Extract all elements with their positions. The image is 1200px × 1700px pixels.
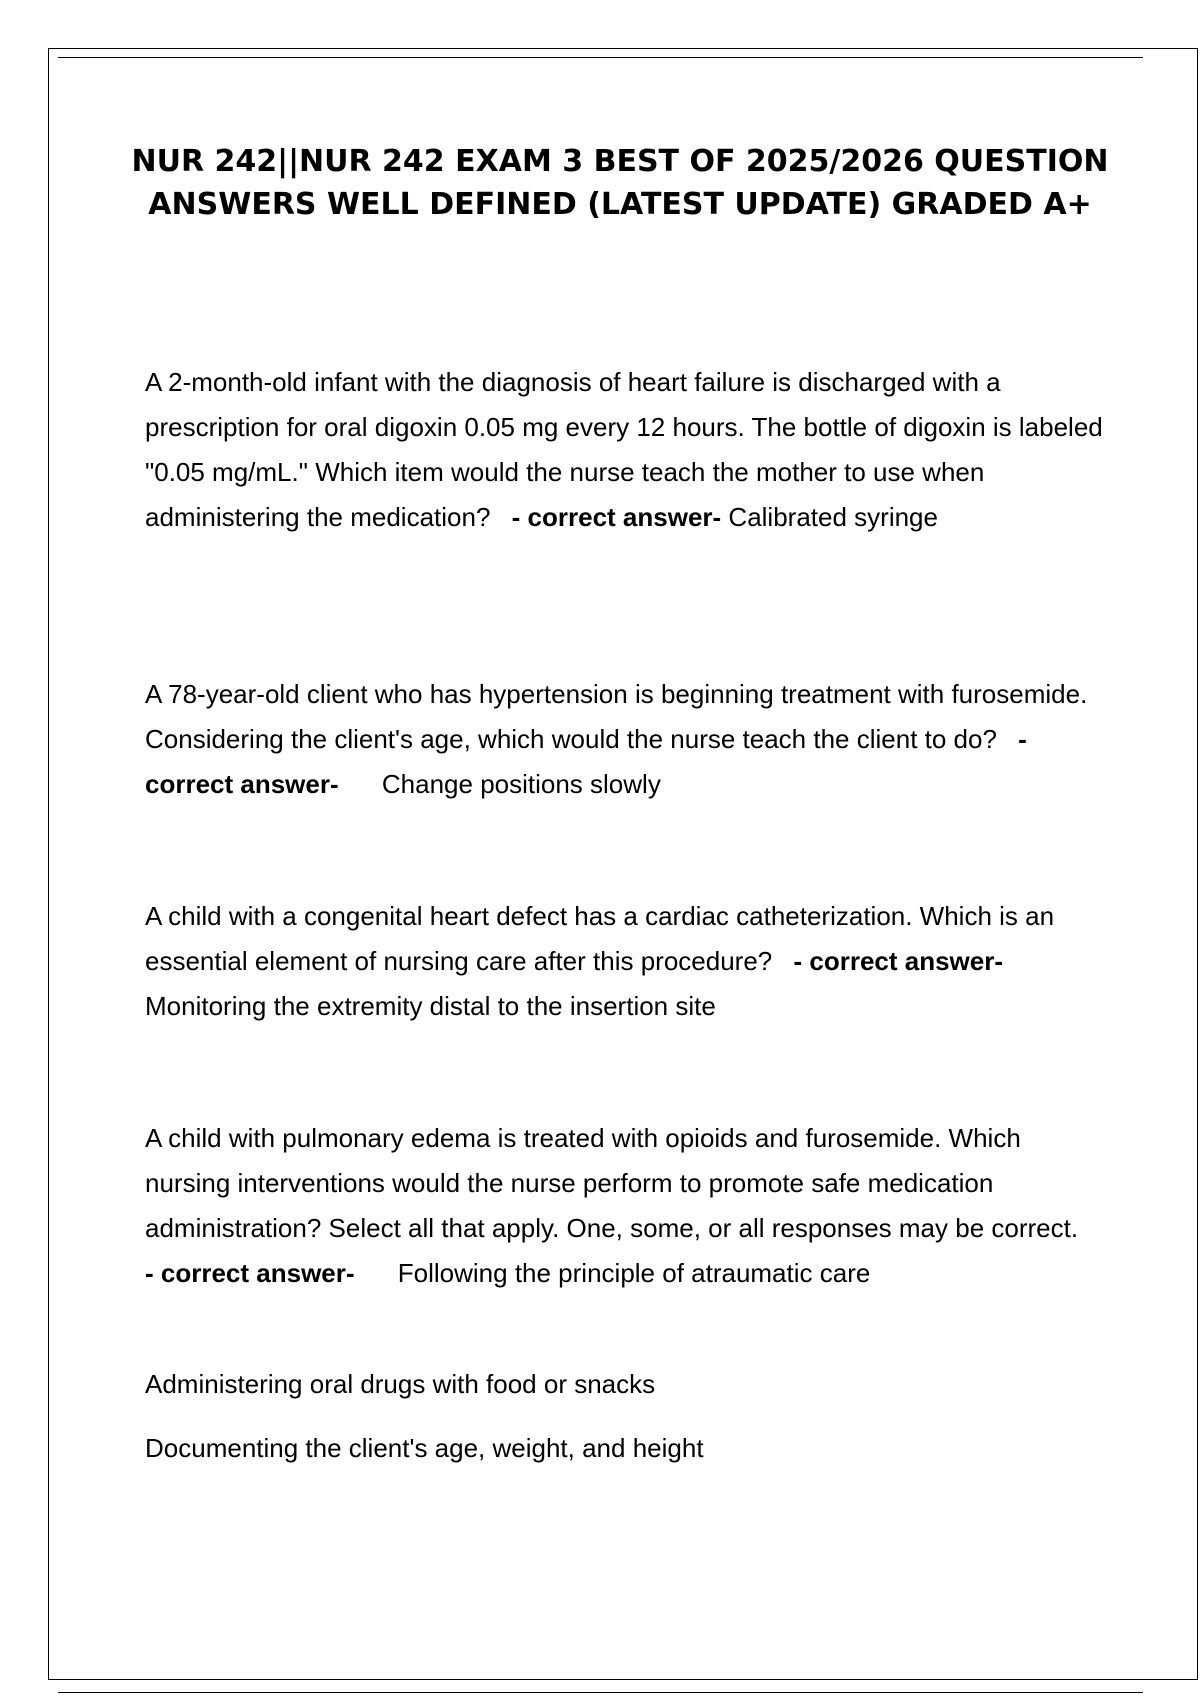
- answer-text: Change positions slowly: [381, 769, 661, 799]
- answer-text: Following the principle of atraumatic care: [397, 1258, 871, 1288]
- qa-item-2: [145, 672, 1105, 807]
- question-text: A child with a congenital heart defect has a cardiac catheterization. Which is an essential element of nursing care after this procedure?: [145, 901, 1055, 976]
- qa-item-4: [145, 1116, 1105, 1296]
- additional-answer-2: Documenting the client's age, weight, and height: [145, 1433, 704, 1463]
- answer-text: Calibrated syringe: [728, 502, 938, 532]
- bottom-divider: [58, 1692, 1143, 1693]
- answer-label: - correct answer-: [145, 1258, 355, 1288]
- question-text: A child with pulmonary edema is treated with opioids and furosemide. Which nursing interventions would the nurse perform to promote safe medication administration? Select all that apply. One, some, or all responses may be correct.: [145, 1123, 1079, 1243]
- question-text: A 2-month-old infant with the diagnosis of heart failure is discharged with a prescription for oral digoxin 0.05 mg every 12 hours. The bottle of digoxin is labeled "0.05 mg/mL." Which item would the nurse teach the mother to use when administering the medication?: [145, 367, 1103, 532]
- answer-label: - correct answer-: [511, 502, 722, 532]
- top-divider: [58, 57, 1143, 58]
- additional-answer-1: Administering oral drugs with food or snacks: [145, 1369, 656, 1399]
- document-title: NUR 242||NUR 242 EXAM 3 BEST OF 2025/2026 QUESTION ANSWERS WELL DEFINED (LATEST UPDATE) GRADED A+: [131, 144, 1109, 222]
- answer-label: - correct answer-: [145, 724, 1027, 799]
- question-text: A 78-year-old client who has hypertension is beginning treatment with furosemide. Considering the client's age, which would the nurse teach the client to do?: [145, 679, 1088, 754]
- qa-item-1: [145, 360, 1105, 540]
- qa-item-3: [145, 894, 1105, 1029]
- answer-label: - correct answer-: [793, 946, 1004, 976]
- answer-text: Monitoring the extremity distal to the insertion site: [145, 991, 716, 1021]
